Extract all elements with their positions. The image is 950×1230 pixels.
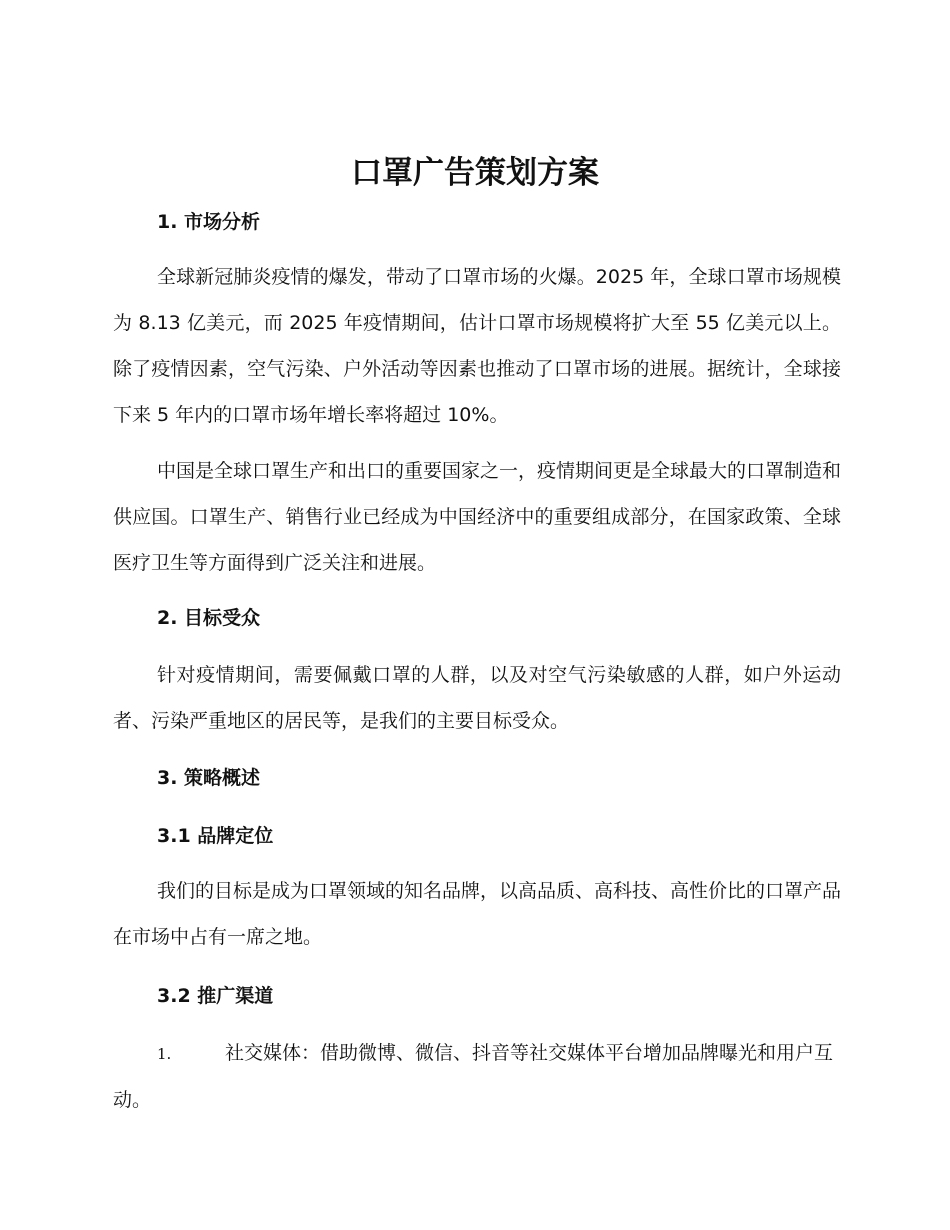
paragraph-target-audience: 针对疫情期间，需要佩戴口罩的人群，以及对空气污染敏感的人群，如户外运动者、污染严重地区的居民等，是我们的主要目标受众。 xyxy=(113,664,841,732)
section-heading-promotion-channels: 3.2 推广渠道 xyxy=(157,985,274,1007)
section-heading-brand-positioning: 3.1 品牌定位 xyxy=(157,825,274,847)
section-heading-market-analysis: 1. 市场分析 xyxy=(157,211,261,233)
section-heading-target-audience: 2. 目标受众 xyxy=(157,607,261,629)
document-title: 口罩广告策划方案 xyxy=(351,155,599,191)
paragraph-market-analysis-2: 中国是全球口罩生产和出口的重要国家之一，疫情期间更是全球最大的口罩制造和供应国。口罩生产、销售行业已经成为中国经济中的重要组成部分，在国家政策、全球医疗卫生等方面得到广泛关注和进展。 xyxy=(113,460,842,574)
section-heading-strategy-overview: 3. 策略概述 xyxy=(157,767,261,789)
list-item-text: 社交媒体：借助微博、微信、抖音等社交媒体平台增加品牌曝光和用户互动。 xyxy=(113,1042,834,1111)
paragraph-market-analysis-1: 全球新冠肺炎疫情的爆发，带动了口罩市场的火爆。2025 年，全球口罩市场规模为 8.13 亿美元，而 2025 年疫情期间，估计口罩市场规模将扩大至 55 亿美元以上。除了疫情因素，空气污染、户外活动等因素也推动了口罩市场的进展。据统计，全球接下来 5 年内的口罩市场年增长率将超过 10%。 xyxy=(113,266,841,426)
paragraph-brand-positioning: 我们的目标是成为口罩领域的知名品牌，以高品质、高科技、高性价比的口罩产品在市场中占有一席之地。 xyxy=(113,880,842,948)
list-item xyxy=(113,1030,841,1123)
list-item-number: 1. xyxy=(157,1045,172,1063)
